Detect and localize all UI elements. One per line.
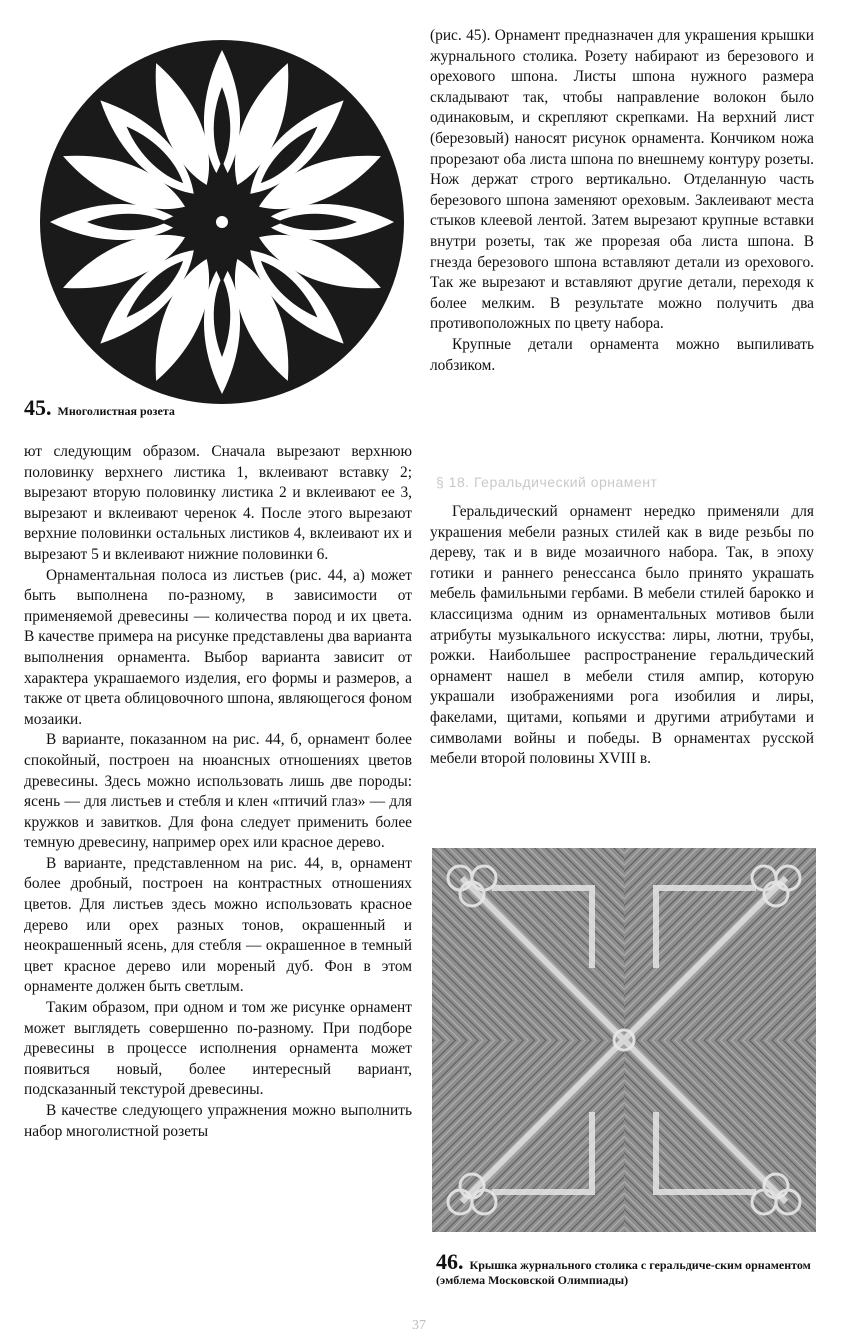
section-heading: § 18. Геральдический орнамент [436,474,658,490]
figure-46-number: 46. [436,1249,464,1274]
figure-45-caption-text: Многолистная розета [57,404,175,418]
table-top-figure [432,848,816,1232]
left-paragraph: В варианте, представленном на рис. 44, в, орнамент более дробный, построен на контрастных отношениях цветов. Для листьев здесь можно использовать красное дерево или орех разных тонов, окрашенный и неокрашенный ясень, для стебля — окрашенное в темный цвет красное дерево или мореный дуб. Фон в этом орнаменте должен быть светлым. [24,854,412,996]
table-top-image [432,848,816,1232]
rosette-image [38,38,406,406]
figure-45-number: 45. [24,395,52,420]
rosette-figure [38,38,406,406]
left-column [24,442,412,1142]
left-paragraph: Орнаментальная полоса из листьев (рис. 44, а) может быть выполнена по-разному, в зависимости от применяемой древесины — количества пород и их цвета. В качестве примера на рисунке представлены два варианта выполнения орнамента. Выбор варианта зависит от характера украшаемого изделия, его формы и размеров, а также от цвета облицовочного шпона, являющегося фоном мозаики. [24,566,412,728]
left-paragraph: Таким образом, при одном и том же рисунке орнамент может выглядеть совершенно по-разному. При подборе древесины в процессе исполнения орнамента может появиться новый, более интересный вариант, подсказанный текстурой древесины. [24,999,412,1099]
page-number: 37 [412,1318,426,1333]
right-column [430,26,814,376]
right-paragraph: (рис. 45). Орнамент предназначен для украшения крышки журнального столика. Розету набирают из березового и орехового шпона. Листы шпона нужного размера складывают так, чтобы направление волокон было одинаковым, и скрепляют скрепками. На верхний лист (березовый) наносят рисунок орнамента. Кончиком ножа прорезают оба листа шпона по внешнему контуру розеты. Нож держат строго вертикально. Отделанную часть березового шпона заменяют ореховым. Заклеивают места стыков клеевой лентой. Затем вырезают крупные вставки внутри розеты, так же прорезая оба листа шпона. В гнезда березового шпона вставляют детали из орехового. Так же вырезают и вставляют другие детали, переходя к более мелким. В результате можно получить два противоположных по цвету набора. [430,27,814,333]
left-paragraph: В качестве следующего упражнения можно выполнить набор многолистной розеты [24,1102,412,1140]
figure-46-caption-text: Крышка журнального столика с геральдиче-ским орнаментом (эмблема Московской Олимпиады) [436,1258,811,1287]
figure-46-caption [436,1249,820,1288]
left-paragraph: В варианте, показанном на рис. 44, б, орнамент более спокойный, построен на нюансных отношениях цветов древесины. Здесь можно использовать лишь две породы: ясень — для листьев и стебля и клен «птичий глаз» — для кружков и завитков. Для фона следует применить более темную древесину, например орех или красное дерево. [24,731,412,852]
figure-45-caption [24,395,404,420]
right-paragraph: Крупные детали орнамента можно выпиливать лобзиком. [430,335,814,374]
section-body [430,502,814,770]
left-paragraph: ют следующим образом. Сначала вырезают верхнюю половинку верхнего листика 1, вклеивают вставку 2; вырезают вторую половинку листика 2 и вклеивают ее 3, вырезают и вклеивают черенок 4. После этого вырезают верхние половинки остальных листиков 4, вклеивают их и вырезают 5 и вклеивают нижние половинки 6. [24,443,412,563]
section-paragraph: Геральдический орнамент нередко применяли для украшения мебели разных стилей как в виде резьбы по дереву, так и в виде мозаичного набора. Так, в эпоху готики и раннего ренессанса было принято украшать мебель фамильными гербами. В мебели стилей барокко и классицизма одним из орнаментальных мотивов были атрибуты музыкального искусства: лиры, лютни, трубы, рожки. Наибольшее распространение геральдический орнамент нашел в мебели стиля ампир, которую украшали изображениями рога изобилия и лиры, факелами, щитами, копьями и другими атрибутами и символами войны и победы. В орнаментах русской мебели второй половины XVIII в. [430,503,814,768]
